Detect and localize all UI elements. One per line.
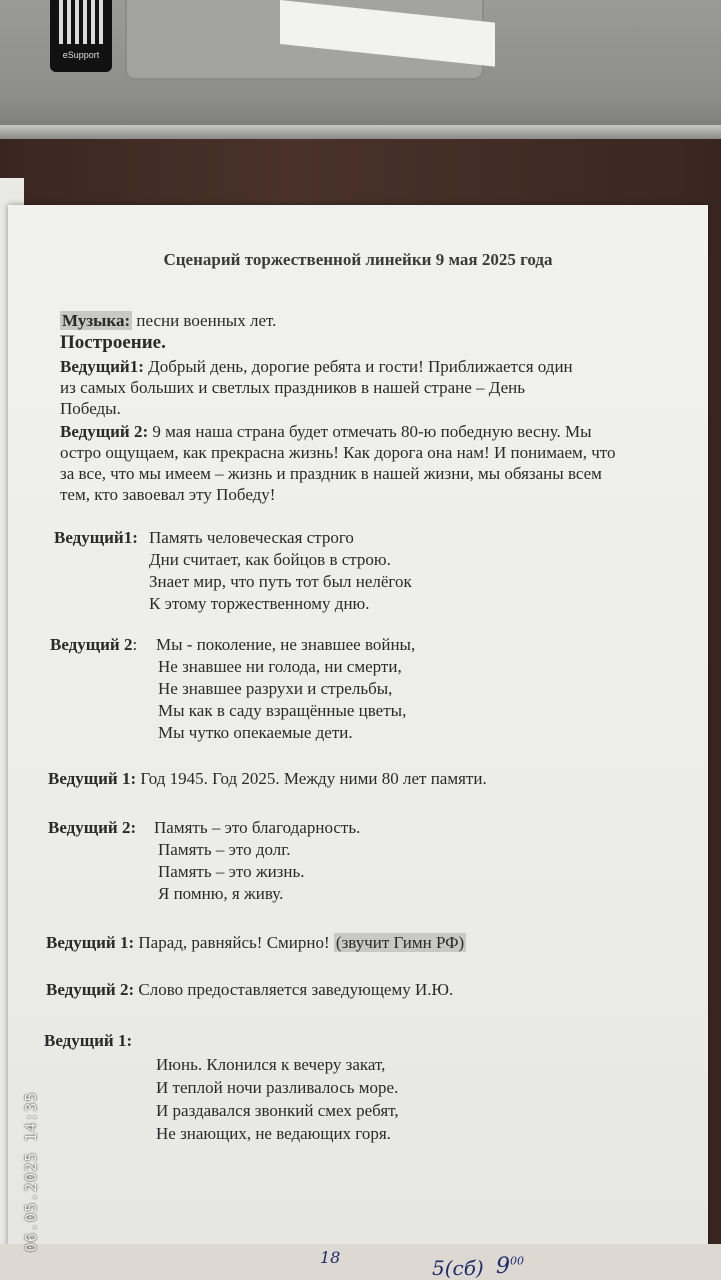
p1-text-2: из самых больших и светлых праздников в нашей стране – День: [60, 378, 525, 397]
s6-line: [46, 980, 453, 1000]
speaker-label: Ведущий 2: [50, 635, 133, 654]
formation-heading: Построение.: [60, 332, 166, 353]
s3-text: Год 1945. Год 2025. Между ними 80 лет памяти.: [140, 769, 487, 788]
verse-line: К этому торжественному дню.: [149, 594, 370, 613]
p2-text-1: 9 мая наша страна будет отмечать 80-ю победную весну. Мы: [152, 422, 592, 441]
document-title: Сценарий торжественной линейки 9 мая 2025 года: [163, 250, 553, 269]
p1-text-1: Добрый день, дорогие ребята и гости! Приближается один: [148, 357, 573, 376]
p2-text-3: за все, что мы имеем – жизнь и праздник в нашей жизни, мы обязаны всем: [60, 464, 602, 483]
photo-timestamp: 06.05.2025 14:35: [22, 1091, 40, 1252]
verse-line: Июнь. Клонился к вечеру закат,: [156, 1055, 386, 1074]
verse-line: Я помню, я живу.: [158, 884, 284, 903]
speaker-colon: :: [132, 635, 138, 654]
speaker-label: Ведущий 1:: [44, 1031, 133, 1050]
verse-line: Память – это благодарность.: [154, 818, 361, 837]
speaker-label: Ведущий 2:: [48, 818, 137, 837]
verse-line: Мы - поколение, не знавшее войны,: [156, 635, 416, 654]
document-sheet: [8, 205, 708, 1248]
speaker-label: Ведущий 2:: [46, 980, 135, 999]
music-label: Музыка:: [62, 311, 131, 330]
handwritten-note: $9^{00}$: [496, 1254, 524, 1279]
p2-text-2: остро ощущаем, как прекрасна жизнь! Как дорога она нам! И понимаем, что: [60, 443, 616, 462]
verse-line: Знает мир, что путь тот был нелёгок: [149, 572, 412, 591]
s6-text: Слово предоставляется заведующему И.Ю.: [138, 980, 454, 999]
p1-line1: [60, 357, 573, 377]
verse-line: И раздавался звонкий смех ребят,: [156, 1101, 399, 1120]
qr-sticker: [50, 0, 112, 72]
speaker-line: [50, 635, 137, 655]
speaker-label: Ведущий1:: [54, 528, 138, 547]
speaker-label: Ведущий 1:: [46, 933, 135, 952]
verse-line: Память человеческая строго: [149, 528, 354, 547]
speaker-label: Ведущий1:: [60, 357, 144, 376]
laptop-edge: [0, 125, 721, 139]
verse-line: Не знавшее разрухи и стрельбы,: [158, 679, 393, 698]
p1-text-3: Победы.: [60, 399, 121, 418]
handwritten-note: 5(сб): [432, 1256, 484, 1280]
p2-line1: [60, 422, 592, 442]
verse-line: Не знавшее ни голода, ни смерти,: [158, 657, 402, 676]
qr-code-icon: [59, 0, 103, 44]
sticker-label: eSupport: [62, 50, 100, 60]
speaker-label: Ведущий 2:: [60, 422, 149, 441]
s5-line: [46, 933, 466, 953]
music-text: песни военных лет.: [136, 311, 277, 330]
verse-line: Дни считает, как бойцов в строю.: [149, 550, 391, 569]
verse-line: Мы как в саду взращённые цветы,: [158, 701, 407, 720]
verse-line: Не знающих, не ведающих горя.: [156, 1124, 391, 1143]
verse-line: Память – это долг.: [158, 840, 291, 859]
music-line: [60, 311, 276, 331]
verse-line: И теплой ночи разливалось море.: [156, 1078, 399, 1097]
s5-text: Парад, равняйсь! Смирно!: [138, 933, 330, 952]
speaker-label: Ведущий 1:: [48, 769, 137, 788]
laptop-palmrest: [0, 0, 721, 135]
verse-line: Мы чутко опекаемые дети.: [158, 723, 353, 742]
anthem-note: (звучит Гимн РФ): [335, 933, 465, 952]
handwritten-note: 18: [320, 1248, 341, 1267]
bottom-notes-paper: [0, 1244, 721, 1280]
s3-line: [48, 769, 487, 789]
verse-line: Память – это жизнь.: [158, 862, 305, 881]
p2-text-4: тем, кто завоевал эту Победу!: [60, 485, 276, 504]
